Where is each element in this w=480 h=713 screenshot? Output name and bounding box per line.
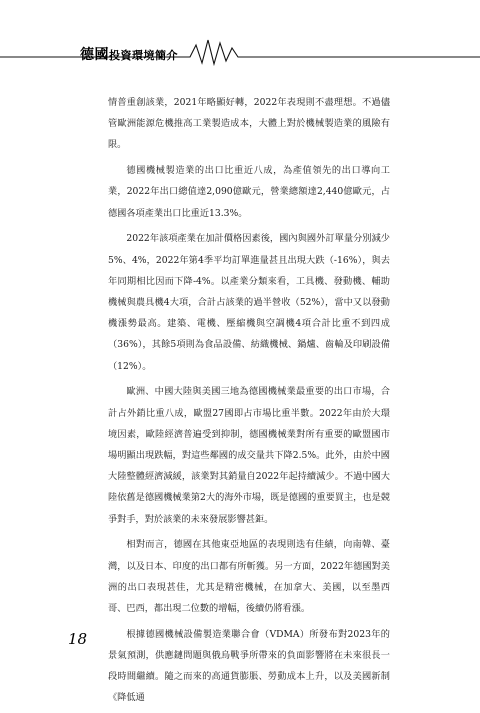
paragraph-3: 2022年該項產業在加計價格因素後，國內與國外訂單量分別減少5%、4%，2022年第4季平均訂單進量甚且出現大跌（-16%），與去年同期相比因而下降-4%。以產業分類來看，工具機、發動機、輔助機械與農具機4大項，合計占該業的過半營收（52%），當中又以發動機漲勢最高。建築、電機、壓縮機與空調機4項合計比重不到四成（36%），其餘5項則為食品設備、紡織機械、鍋爐、齒輪及印刷設備（12%）。 [108, 233, 390, 372]
header-title [80, 44, 178, 64]
page-header [0, 0, 480, 70]
paragraph-4: 歐洲、中國大陸與美國三地為德國機械業最重要的出口市場，合計占外銷比重八成，歐盟27國即占市場比重半數。2022年由於大環境因素，歐陸經濟普遍受到抑制，德國機械業對所有重要的歐盟國市場明顯出現跌幅，對這些鄰國的成交量共下降2.5%。此外，由於中國大陸整體經濟減緩，該業對其銷量自2022年起持續減少。不過中國大陸依舊是德國機械業第2大的海外市場，既是德國的重要買主，也是競爭對手，對於該業的未來發展影響甚鉅。 [108, 386, 390, 525]
header-title-main: 德國 [80, 47, 109, 63]
page-number: 18 [68, 630, 88, 648]
heartbeat-line-icon [0, 36, 480, 66]
paragraph-2: 德國機械製造業的出口比重近八成，為產值領先的出口導向工業，2022年出口總值達2,090億歐元，營業總額達2,440億歐元，占德國各項產業出口比重近13.3%。 [108, 165, 390, 219]
body-text [108, 92, 390, 713]
header-title-sub: 投資環境簡介 [109, 49, 178, 62]
paragraph-6: 根據德國機械設備製造業聯合會（VDMA）所發布對2023年的景氣預測，供應鏈問題與俄烏戰爭所帶來的負面影響將在未來很長一段時間繼續。隨之而來的高通貨膨脹、勞動成本上升，以及美國新制《降低通 [108, 628, 390, 704]
paragraph-5: 相對而言，德國在其他東亞地區的表現則迭有佳績，向南韓、臺灣，以及日本、印度的出口都有所斬獲。另一方面，2022年德國對美洲的出口表現甚佳，尤其是精密機械，在加拿大、美國，以至墨西哥、巴西，都出現二位數的增幅，後續仍將看漲。 [108, 539, 390, 615]
paragraph-1: 情普重創該業，2021年略顯好轉，2022年表現則不盡理想。不過儘管歐洲能源危機推高工業製造成本，大體上對於機械製造業的風險有限。 [108, 97, 390, 151]
